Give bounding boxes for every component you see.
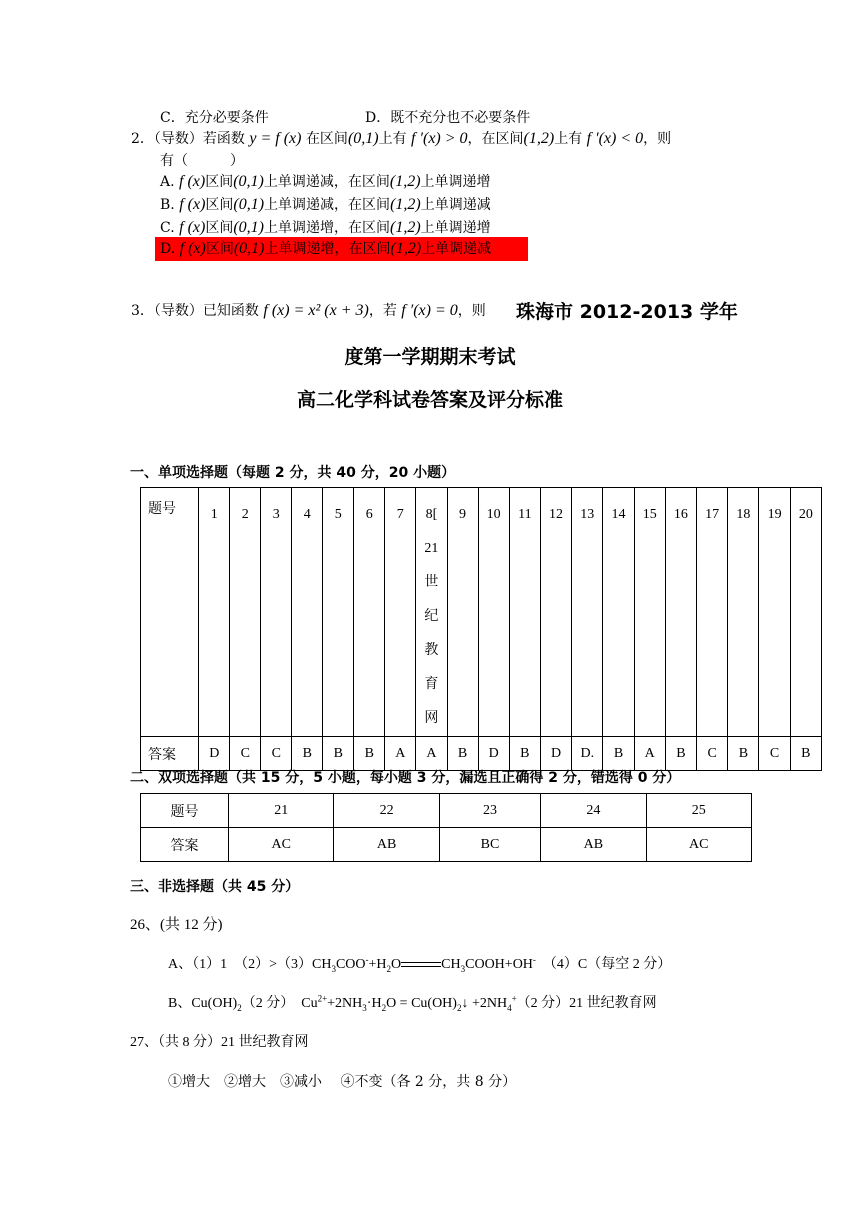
q2-lead: （导数）若函数 bbox=[153, 131, 245, 147]
option-label: B. bbox=[160, 197, 175, 213]
question-number-cell bbox=[323, 488, 354, 737]
text: O = Cu(OH) bbox=[386, 996, 457, 1011]
question-number-cell bbox=[697, 488, 728, 737]
option-interval: (1,2) bbox=[390, 196, 421, 213]
option-function: f (x) bbox=[179, 196, 206, 213]
question-number: 10 bbox=[486, 507, 501, 522]
answer-cell: B bbox=[354, 737, 385, 771]
option-text: 上单调递增 bbox=[420, 174, 491, 190]
q1-option-c: C．充分必要条件 bbox=[160, 110, 269, 126]
question-number-cell bbox=[478, 488, 509, 737]
answer-cell: AC bbox=[229, 828, 334, 862]
question-number-cell: 22 bbox=[334, 794, 439, 828]
question-number: 4 bbox=[303, 507, 311, 522]
watermark-char: 育 bbox=[424, 677, 439, 692]
table-row-answers bbox=[141, 737, 822, 771]
q3-text: ，则 bbox=[457, 303, 486, 319]
answer-cell: B bbox=[323, 737, 354, 771]
q2-function: y = f (x) bbox=[249, 130, 302, 147]
table-row-numbers bbox=[141, 794, 752, 828]
option-function: f (x) bbox=[179, 173, 206, 190]
subscript: 2 bbox=[456, 1002, 462, 1013]
subscript: 2 bbox=[381, 1002, 387, 1013]
section1-heading: 一、单项选择题（每题 2 分，共 40 分，20 小题） bbox=[130, 465, 456, 481]
q2-number: 2． bbox=[131, 131, 154, 147]
text: CH bbox=[441, 957, 461, 972]
question-number-cell bbox=[509, 488, 540, 737]
answer-cell: B bbox=[509, 737, 540, 771]
watermark-char: 纪 bbox=[424, 609, 439, 624]
question-number: 16 bbox=[673, 507, 688, 522]
doc-title-line2: 度第一学期期末考试 bbox=[344, 346, 516, 368]
question-number: 13 bbox=[580, 507, 595, 522]
question-number: 20 bbox=[798, 507, 813, 522]
text: A、（1）1 （2）>（3）CH bbox=[168, 957, 332, 972]
q2-text: 上有 bbox=[378, 131, 407, 147]
question-number-cell bbox=[790, 488, 821, 737]
answer-cell: B bbox=[728, 737, 759, 771]
answer-cell: AB bbox=[541, 828, 646, 862]
text: COOH+OH bbox=[465, 957, 533, 972]
answer-cell: C bbox=[230, 737, 261, 771]
q27-title: 27、（共 8 分）21 世纪教育网 bbox=[130, 1035, 309, 1050]
text: （4）C（每空 2 分） bbox=[535, 957, 672, 972]
question-number: 7 bbox=[396, 507, 404, 522]
q1-option-d-wrap bbox=[365, 107, 530, 127]
row-label-number: 题号 bbox=[141, 488, 199, 737]
answer-cell: AB bbox=[334, 828, 439, 862]
option-text: 上单调递增 bbox=[420, 220, 491, 236]
text: （2 分）21 世纪教育网 bbox=[516, 996, 657, 1011]
q2-option-b bbox=[160, 194, 491, 214]
watermark-char: 世 bbox=[424, 575, 439, 590]
text: （2 分） Cu bbox=[241, 996, 318, 1011]
question-number-cell bbox=[572, 488, 603, 737]
option-interval: (1,2) bbox=[390, 240, 422, 257]
option-function: f (x) bbox=[179, 240, 206, 257]
q2-interval-12: (1,2) bbox=[523, 130, 555, 147]
question-number-cell bbox=[199, 488, 230, 737]
subscript: 3 bbox=[362, 1002, 367, 1013]
watermark-char: 教 bbox=[424, 643, 439, 658]
q1-option-d: D．既不充分也不必要条件 bbox=[365, 110, 531, 126]
question-number: 18 bbox=[736, 507, 751, 522]
section3-heading: 三、非选择题（共 45 分） bbox=[130, 879, 300, 895]
question-number-cell bbox=[759, 488, 790, 737]
q3-stem bbox=[131, 300, 486, 320]
answer-cell: D. bbox=[572, 737, 603, 771]
q26-part-a bbox=[168, 953, 671, 974]
answer-cell: A bbox=[634, 737, 665, 771]
option-interval: (1,2) bbox=[389, 173, 421, 190]
answer-cell: B bbox=[292, 737, 323, 771]
question-number: 1 bbox=[210, 507, 218, 522]
question-number-cell bbox=[261, 488, 292, 737]
q2-option-d-highlighted bbox=[155, 237, 528, 261]
q27-body: ①增大 ②增大 ③减小 ④不变（各 2 分，共 8 分） bbox=[168, 1074, 517, 1090]
q2-derivative-positive: f ′(x) > 0 bbox=[411, 130, 468, 147]
doc-title-line1: 珠海市 2012-2013 学年 bbox=[516, 301, 738, 323]
question-number-cell bbox=[416, 488, 447, 737]
question-number-cell bbox=[292, 488, 323, 737]
option-text: 上单调递减 bbox=[421, 241, 492, 257]
answer-cell: B bbox=[603, 737, 634, 771]
question-number-cell bbox=[447, 488, 478, 737]
question-number: 14 bbox=[611, 507, 626, 522]
text: +2NH bbox=[327, 996, 363, 1011]
question-number-cell: 25 bbox=[646, 794, 751, 828]
q2-derivative-negative: f ′(x) < 0 bbox=[586, 130, 644, 147]
question-number: 19 bbox=[767, 507, 782, 522]
superscript: - bbox=[365, 954, 369, 965]
superscript: 2+ bbox=[317, 993, 328, 1004]
question-number-cell bbox=[385, 488, 416, 737]
question-number-cell bbox=[230, 488, 261, 737]
option-text: 上单调递增，在区间 bbox=[263, 220, 390, 236]
option-interval: (0,1) bbox=[233, 196, 265, 213]
option-text: 区间 bbox=[205, 197, 234, 213]
q3-formula: f (x) = x² (x + 3) bbox=[263, 302, 369, 319]
question-number: 15 bbox=[642, 507, 657, 522]
q1-options-line bbox=[160, 107, 269, 127]
subscript: 2 bbox=[237, 1002, 242, 1013]
question-number: 17 bbox=[705, 507, 720, 522]
question-number: 11 bbox=[518, 507, 532, 522]
question-number-cell bbox=[540, 488, 571, 737]
question-number-cell: 21 bbox=[229, 794, 334, 828]
option-interval: (0,1) bbox=[233, 173, 264, 190]
answer-cell: B bbox=[790, 737, 821, 771]
question-number: 12 bbox=[549, 507, 564, 522]
question-number: 9 bbox=[459, 507, 467, 522]
answer-cell: A bbox=[416, 737, 447, 771]
option-interval: (0,1) bbox=[233, 219, 264, 236]
option-text: 区间 bbox=[205, 174, 234, 190]
answer-cell: B bbox=[665, 737, 696, 771]
watermark-char: 网 bbox=[424, 711, 439, 726]
equilibrium-arrow-icon bbox=[401, 959, 441, 971]
subscript: 2 bbox=[386, 963, 392, 974]
q2-text: ，则 bbox=[643, 131, 672, 147]
q3-lead: （导数）已知函数 bbox=[153, 303, 259, 319]
option-text: 上单调递减，在区间 bbox=[264, 197, 391, 213]
option-text: 区间 bbox=[205, 241, 234, 257]
question-number: 8[ bbox=[425, 507, 438, 522]
question-number-cell bbox=[603, 488, 634, 737]
question-number-cell: 24 bbox=[541, 794, 646, 828]
subscript: 4 bbox=[507, 1002, 512, 1013]
option-function: f (x) bbox=[179, 219, 206, 236]
q3-number: 3． bbox=[131, 303, 154, 319]
option-text: 上单调递减 bbox=[420, 197, 491, 213]
q2-text: 上有 bbox=[554, 131, 583, 147]
question-number-cell bbox=[354, 488, 385, 737]
option-interval: (1,2) bbox=[389, 219, 421, 236]
text: ·H bbox=[366, 996, 382, 1011]
superscript: - bbox=[532, 954, 536, 965]
double-choice-answer-table bbox=[140, 793, 752, 862]
answer-cell: C bbox=[261, 737, 292, 771]
table-row-answers bbox=[141, 828, 752, 862]
question-number-cell bbox=[665, 488, 696, 737]
answer-cell: D bbox=[540, 737, 571, 771]
question-number-cell bbox=[728, 488, 759, 737]
option-text: 区间 bbox=[205, 220, 234, 236]
text: O bbox=[391, 957, 402, 972]
question-number: 6 bbox=[365, 507, 373, 522]
answer-cell: C bbox=[759, 737, 790, 771]
question-number: 3 bbox=[272, 507, 280, 522]
section2-heading: 二、双项选择题（共 15 分，5 小题，每小题 3 分，漏选且正确得 2 分，错选得 0 分） bbox=[130, 770, 681, 786]
row-label-answer: 答案 bbox=[141, 737, 199, 771]
doc-title-line3: 高二化学科试卷答案及评分标准 bbox=[296, 389, 563, 411]
text: ↓ +2NH bbox=[461, 996, 508, 1011]
q3-text: ，若 bbox=[368, 303, 397, 319]
question-number: 5 bbox=[334, 507, 342, 522]
option-text: 上单调递减，在区间 bbox=[263, 174, 390, 190]
row-label-answer: 答案 bbox=[141, 828, 229, 862]
q26-title: 26、(共 12 分) bbox=[130, 917, 223, 933]
q2-stem bbox=[131, 128, 671, 148]
subscript: 3 bbox=[331, 963, 336, 974]
q3-condition: f ′(x) = 0 bbox=[401, 302, 458, 319]
q2-interval-01: (0,1) bbox=[347, 130, 379, 147]
answer-cell: A bbox=[385, 737, 416, 771]
q2-paren: 有（ ） bbox=[160, 153, 244, 169]
text: COO bbox=[335, 957, 366, 972]
option-label: C. bbox=[160, 220, 175, 236]
question-number: 2 bbox=[241, 507, 249, 522]
option-interval: (0,1) bbox=[233, 240, 265, 257]
answer-cell: AC bbox=[646, 828, 751, 862]
answer-cell: C bbox=[697, 737, 728, 771]
option-label: A. bbox=[160, 174, 175, 190]
question-number-cell bbox=[634, 488, 665, 737]
option-text: 上单调递增，在区间 bbox=[264, 241, 391, 257]
text: +H bbox=[368, 957, 387, 972]
text: B、Cu(OH) bbox=[168, 996, 238, 1011]
question-number-cell: 23 bbox=[439, 794, 540, 828]
q2-text: 在区间 bbox=[305, 131, 348, 147]
q2-text: ，在区间 bbox=[467, 131, 524, 147]
option-label: D. bbox=[160, 241, 176, 257]
answer-cell: D bbox=[199, 737, 230, 771]
answer-cell: D bbox=[478, 737, 509, 771]
q2-option-c bbox=[160, 217, 491, 237]
watermark-char: 21 bbox=[424, 541, 439, 556]
answer-cell: BC bbox=[439, 828, 540, 862]
single-choice-answer-table bbox=[140, 487, 822, 771]
table-row-numbers bbox=[141, 488, 822, 737]
superscript: + bbox=[511, 993, 517, 1004]
q2-option-a bbox=[160, 171, 491, 191]
answer-cell: B bbox=[447, 737, 478, 771]
row-label-number: 题号 bbox=[141, 794, 229, 828]
q26-part-b bbox=[168, 992, 657, 1013]
subscript: 3 bbox=[460, 963, 466, 974]
